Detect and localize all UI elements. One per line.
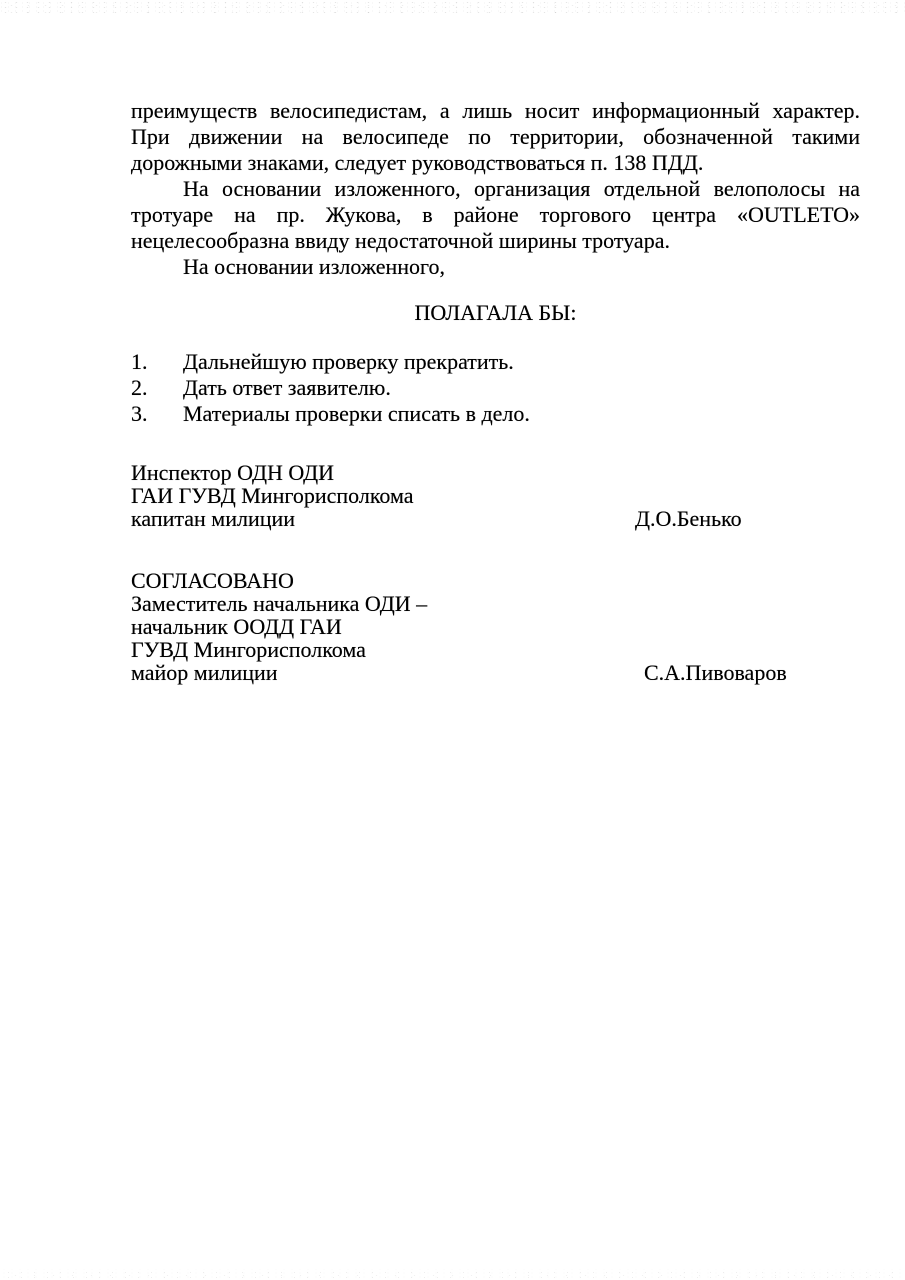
approval-label: СОГЛАСОВАНО: [131, 568, 294, 593]
resolution-heading: ПОЛАГАЛА БЫ:: [414, 300, 577, 325]
signature-rank: майор милиции: [131, 660, 278, 685]
paragraph-line: При движении на велосипеде по территории, обозначенной такими: [131, 124, 860, 149]
list-item-number: 3.: [131, 401, 148, 426]
list-item-text: Дать ответ заявителю.: [183, 375, 391, 400]
signature-line: начальник ООДД ГАИ: [131, 614, 342, 639]
signer-name: С.А.Пивоваров: [644, 660, 787, 685]
list-item: [131, 375, 860, 401]
paragraph-line: нецелесообразна ввиду недостаточной ширины тротуара.: [131, 228, 670, 253]
scan-noise-bottom: [0, 1269, 905, 1280]
list-item: [131, 349, 860, 375]
list-item-text: Дальнейшую проверку прекратить.: [183, 349, 514, 374]
paragraph-line: дорожными знаками, следует руководствоваться п. 138 ПДД.: [131, 150, 704, 175]
paragraph-line: преимуществ велосипедистам, а лишь носит информационный характер.: [131, 98, 860, 123]
inspector-signature-block: [131, 461, 860, 530]
signature-rank: капитан милиции: [131, 506, 296, 531]
body-paragraph-conclusion: [131, 176, 860, 254]
signature-line: Инспектор ОДН ОДИ: [131, 460, 335, 485]
list-item-number: 1.: [131, 349, 148, 374]
paragraph-line: На основании изложенного, организация отдельной велополосы на: [183, 176, 860, 201]
signer-name: Д.О.Бенько: [635, 506, 742, 531]
numbered-list: [131, 349, 860, 427]
signature-line: Заместитель начальника ОДИ –: [131, 591, 428, 616]
paragraph-line: тротуаре на пр. Жукова, в районе торгового центра «OUTLETO»: [131, 202, 860, 227]
document-content: [131, 0, 860, 684]
signature-line: ГАИ ГУВД Мингорисполкома: [131, 483, 414, 508]
list-item-text: Материалы проверки списать в дело.: [183, 401, 530, 426]
approval-signature-block: [131, 569, 860, 684]
list-item: [131, 401, 860, 427]
signature-row: [131, 507, 860, 530]
body-paragraph-continuation: [131, 98, 860, 176]
list-item-number: 2.: [131, 375, 148, 400]
signature-line: ГУВД Мингорисполкома: [131, 637, 366, 662]
signature-row: [131, 661, 860, 684]
intro-line: На основании изложенного,: [183, 254, 446, 279]
